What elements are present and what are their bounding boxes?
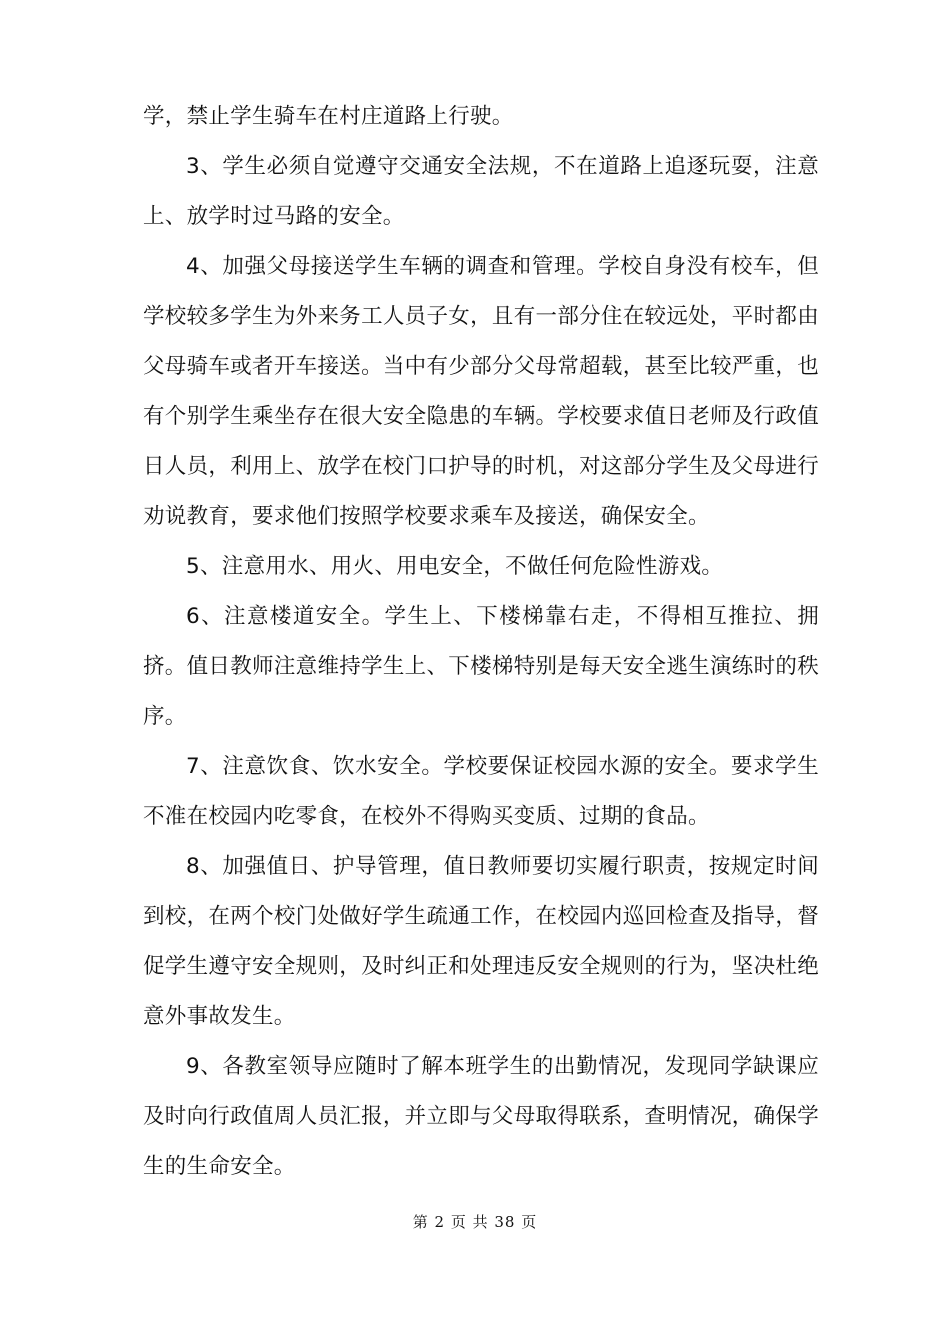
paragraph-3: 4、加强父母接送学生车辆的调查和管理。学校自身没有校车，但学校较多学生为外来务工人员子女，且有一部分住在较远处，平时都由父母骑车或者开车接送。当中有少部分父母常超载，甚至比较严重，也有个别学生乘坐存在很大安全隐患的车辆。学校要求值日老师及行政值日人员，利用上、放学在校门口护导的时机，对这部分学生及父母进行劝说教育，要求他们按照学校要求乘车及接送，确保安全。: [143, 254, 819, 529]
paragraph-5: 6、注意楼道安全。学生上、下楼梯靠右走，不得相互推拉、拥挤。值日教师注意维持学生上、下楼梯特别是每天安全逃生演练时的秩序。: [143, 604, 819, 729]
document-body: [143, 92, 819, 1192]
paragraph-4: 5、注意用水、用火、用电安全，不做任何危险性游戏。: [186, 554, 724, 579]
paragraph-1: 学，禁止学生骑车在村庄道路上行驶。: [143, 104, 514, 129]
paragraph-6: 7、注意饮食、饮水安全。学校要保证校园水源的安全。要求学生不准在校园内吃零食，在校外不得购买变质、过期的食品。: [143, 754, 819, 829]
paragraph-8: 9、各教室领导应随时了解本班学生的出勤情况，发现同学缺课应及时向行政值周人员汇报，并立即与父母取得联系，查明情况，确保学生的生命安全。: [143, 1054, 819, 1179]
paragraph-2: 3、学生必须自觉遵守交通安全法规，不在道路上追逐玩耍，注意上、放学时过马路的安全。: [143, 154, 819, 229]
page-number-footer: 第 2 页 共 38 页: [412, 1213, 538, 1231]
paragraph-7: 8、加强值日、护导管理，值日教师要切实履行职责，按规定时间到校，在两个校门处做好学生疏通工作，在校园内巡回检查及指导，督促学生遵守安全规则，及时纠正和处理违反安全规则的行为，坚决杜绝意外事故发生。: [143, 854, 819, 1029]
